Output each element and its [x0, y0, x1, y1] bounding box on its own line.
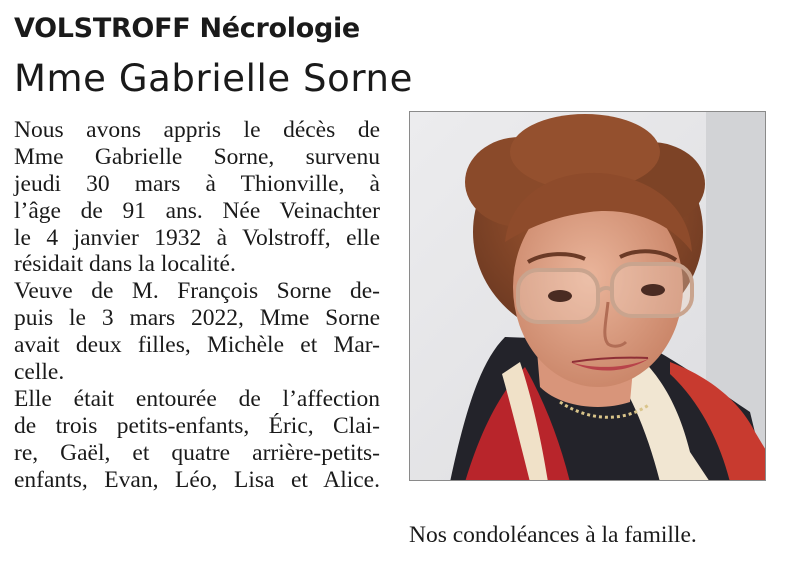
body-line: de trois petits-enfants, Éric, Clai- — [14, 412, 380, 439]
body-line: l’âge de 91 ans. Née Veinachter — [14, 197, 380, 224]
body-line: le 4 janvier 1932 à Volstroff, elle — [14, 224, 380, 251]
body-line: celle. — [14, 359, 65, 386]
body-line: enfants, Evan, Léo, Lisa et Alice. — [14, 466, 380, 493]
body-line: Nous avons appris le décès de — [14, 117, 380, 143]
body-line: Elle était entourée de l’affection — [14, 385, 380, 412]
body-line: Mme Gabrielle Sorne, survenu — [14, 143, 380, 170]
body-line: puis le 3 mars 2022, Mme Sorne — [14, 305, 380, 332]
article-kicker: VOLSTROFF Nécrologie — [14, 13, 360, 44]
portrait-photo — [409, 111, 766, 481]
body-line: jeudi 30 mars à Thionville, à — [14, 170, 380, 197]
article-body — [14, 117, 380, 493]
article-headline: Mme Gabrielle Sorne — [14, 57, 413, 100]
body-line: avait deux filles, Michèle et Mar- — [14, 332, 380, 359]
body-line: résidait dans la localité. — [14, 251, 236, 278]
condolences-line: Nos condoléances à la famille. — [409, 522, 697, 548]
body-line: re, Gaël, et quatre arrière-petits- — [14, 439, 380, 466]
portrait-illustration — [410, 112, 766, 481]
body-line: Veuve de M. François Sorne de- — [14, 278, 380, 305]
